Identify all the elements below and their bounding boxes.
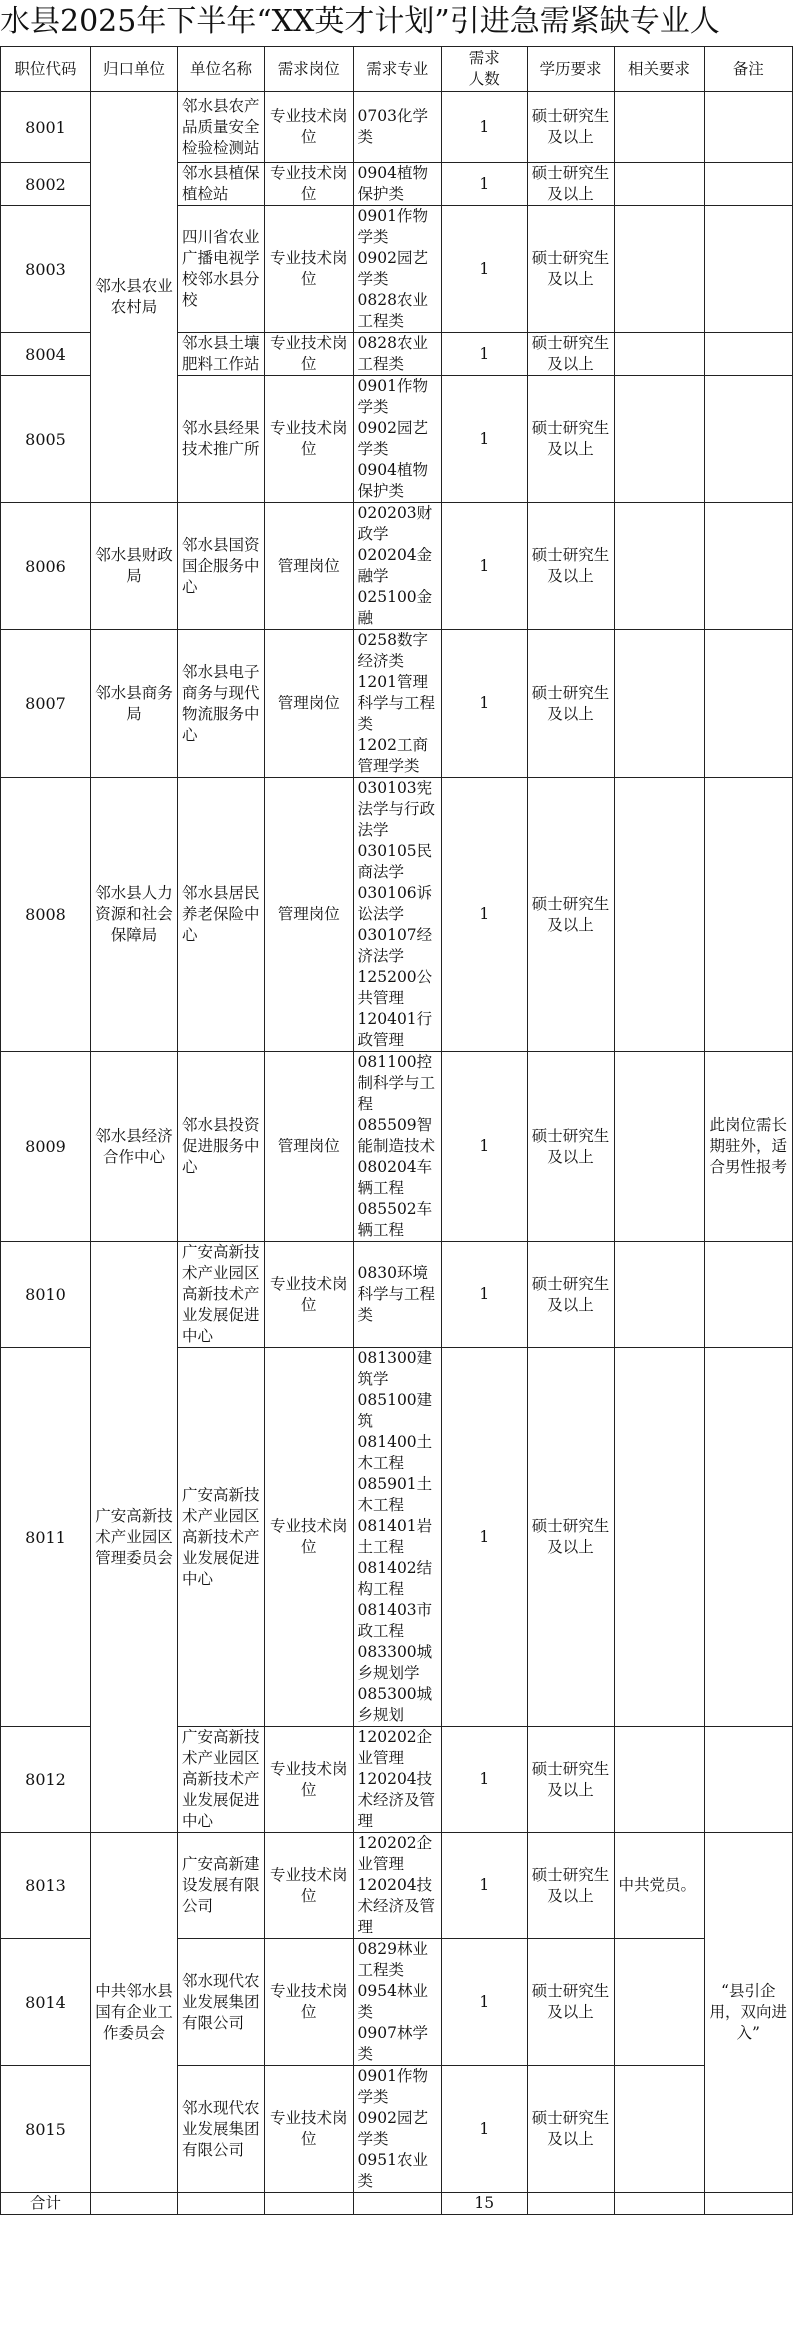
unit-name: 邻水县投资促进服务中心 xyxy=(178,1052,265,1242)
edu-cell: 硕士研究生及以上 xyxy=(527,630,614,778)
remark-cell xyxy=(704,206,793,333)
req-cell xyxy=(614,1348,704,1727)
req-cell xyxy=(614,2066,704,2193)
post-code: 8005 xyxy=(1,376,91,503)
major-cell: 0703化学类 xyxy=(353,92,442,163)
post-type: 管理岗位 xyxy=(265,503,354,630)
count-cell: 1 xyxy=(442,1242,528,1348)
col-header-major: 需求专业 xyxy=(353,47,442,92)
unit-name: 邻水县电子商务与现代物流服务中心 xyxy=(178,630,265,778)
remark-cell xyxy=(704,376,793,503)
req-cell: 中共党员。 xyxy=(614,1833,704,1939)
dept-cell: 邻水县经济合作中心 xyxy=(91,1052,178,1242)
page-title: 水县2025年下半年“XX英才计划”引进急需紧缺专业人 xyxy=(0,4,720,39)
major-cell: 0901作物学类 0902园艺学类 0828农业工程类 xyxy=(353,206,442,333)
remark-cell xyxy=(704,333,793,376)
edu-cell: 硕士研究生及以上 xyxy=(527,206,614,333)
col-header-post: 需求岗位 xyxy=(265,47,354,92)
post-type: 专业技术岗位 xyxy=(265,2066,354,2193)
table-row xyxy=(1,778,793,1052)
edu-cell: 硕士研究生及以上 xyxy=(527,778,614,1052)
post-type: 管理岗位 xyxy=(265,1052,354,1242)
count-cell: 1 xyxy=(442,503,528,630)
dept-cell: 邻水县农业农村局 xyxy=(91,92,178,503)
major-cell: 0830环境科学与工程类 xyxy=(353,1242,442,1348)
post-type: 专业技术岗位 xyxy=(265,92,354,163)
req-cell xyxy=(614,1052,704,1242)
unit-name: 邻水县植保植检站 xyxy=(178,163,265,206)
post-type: 专业技术岗位 xyxy=(265,1242,354,1348)
table-row xyxy=(1,630,793,778)
req-cell xyxy=(614,333,704,376)
col-header-dept: 归口单位 xyxy=(91,47,178,92)
col-header-req: 相关要求 xyxy=(614,47,704,92)
dept-cell: 广安高新技术产业园区管理委员会 xyxy=(91,1242,178,1833)
req-cell xyxy=(614,1939,704,2066)
post-type: 专业技术岗位 xyxy=(265,206,354,333)
major-cell: 120202企业管理 120204技术经济及管理 xyxy=(353,1727,442,1833)
total-label: 合计 xyxy=(1,2193,91,2215)
remark-cell: 此岗位需长期驻外，适合男性报考 xyxy=(704,1052,793,1242)
count-cell: 1 xyxy=(442,1727,528,1833)
post-type: 专业技术岗位 xyxy=(265,376,354,503)
post-code: 8013 xyxy=(1,1833,91,1939)
header-row xyxy=(1,47,793,92)
unit-name: 邻水现代农业发展集团有限公司 xyxy=(178,1939,265,2066)
post-code: 8009 xyxy=(1,1052,91,1242)
unit-name: 广安高新建设发展有限公司 xyxy=(178,1833,265,1939)
major-cell: 0828农业工程类 xyxy=(353,333,442,376)
major-cell: 0901作物学类 0902园艺学类 0951农业类 xyxy=(353,2066,442,2193)
unit-name: 邻水现代农业发展集团有限公司 xyxy=(178,2066,265,2193)
post-code: 8004 xyxy=(1,333,91,376)
req-cell xyxy=(614,376,704,503)
major-cell: 0901作物学类 0902园艺学类 0904植物保护类 xyxy=(353,376,442,503)
edu-cell: 硕士研究生及以上 xyxy=(527,92,614,163)
table-row xyxy=(1,1833,793,1939)
count-cell: 1 xyxy=(442,333,528,376)
unit-name: 四川省农业广播电视学校邻水县分校 xyxy=(178,206,265,333)
edu-cell: 硕士研究生及以上 xyxy=(527,376,614,503)
count-cell: 1 xyxy=(442,630,528,778)
table-row xyxy=(1,503,793,630)
post-code: 8006 xyxy=(1,503,91,630)
remark-cell xyxy=(704,1727,793,1833)
major-cell: 120202企业管理 120204技术经济及管理 xyxy=(353,1833,442,1939)
post-type: 专业技术岗位 xyxy=(265,1939,354,2066)
count-cell: 1 xyxy=(442,1052,528,1242)
major-cell: 0904植物保护类 xyxy=(353,163,442,206)
remark-cell xyxy=(704,1242,793,1348)
count-cell: 1 xyxy=(442,1939,528,2066)
count-cell: 1 xyxy=(442,778,528,1052)
dept-cell: 邻水县商务局 xyxy=(91,630,178,778)
edu-cell: 硕士研究生及以上 xyxy=(527,1833,614,1939)
post-code: 8003 xyxy=(1,206,91,333)
col-header-code: 职位代码 xyxy=(1,47,91,92)
count-cell: 1 xyxy=(442,2066,528,2193)
req-cell xyxy=(614,206,704,333)
dept-cell: 中共邻水县国有企业工作委员会 xyxy=(91,1833,178,2193)
post-code: 8010 xyxy=(1,1242,91,1348)
post-code: 8012 xyxy=(1,1727,91,1833)
count-cell: 1 xyxy=(442,206,528,333)
count-cell: 1 xyxy=(442,92,528,163)
edu-cell: 硕士研究生及以上 xyxy=(527,1052,614,1242)
edu-cell: 硕士研究生及以上 xyxy=(527,1727,614,1833)
edu-cell: 硕士研究生及以上 xyxy=(527,163,614,206)
col-header-unit: 单位名称 xyxy=(178,47,265,92)
col-header-count: 需求 人数 xyxy=(442,47,528,92)
remark-cell xyxy=(704,1348,793,1727)
edu-cell: 硕士研究生及以上 xyxy=(527,2066,614,2193)
post-code: 8008 xyxy=(1,778,91,1052)
edu-cell: 硕士研究生及以上 xyxy=(527,1939,614,2066)
post-code: 8001 xyxy=(1,92,91,163)
edu-cell: 硕士研究生及以上 xyxy=(527,1242,614,1348)
post-code: 8007 xyxy=(1,630,91,778)
remark-cell xyxy=(704,778,793,1052)
major-cell: 020203财政学 020204金融学 025100金融 xyxy=(353,503,442,630)
post-code: 8002 xyxy=(1,163,91,206)
total-count: 15 xyxy=(442,2193,528,2215)
edu-cell: 硕士研究生及以上 xyxy=(527,1348,614,1727)
edu-cell: 硕士研究生及以上 xyxy=(527,333,614,376)
req-cell xyxy=(614,778,704,1052)
remark-cell xyxy=(704,630,793,778)
post-code: 8011 xyxy=(1,1348,91,1727)
post-type: 专业技术岗位 xyxy=(265,1348,354,1727)
remark-cell: “县引企用，双向进入” xyxy=(704,1833,793,2193)
count-cell: 1 xyxy=(442,1833,528,1939)
req-cell xyxy=(614,163,704,206)
post-type: 专业技术岗位 xyxy=(265,163,354,206)
post-type: 专业技术岗位 xyxy=(265,1727,354,1833)
req-cell xyxy=(614,92,704,163)
col-header-remark: 备注 xyxy=(704,47,793,92)
remark-cell xyxy=(704,92,793,163)
unit-name: 广安高新技术产业园区高新技术产业发展促进中心 xyxy=(178,1727,265,1833)
table-row xyxy=(1,1052,793,1242)
post-type: 专业技术岗位 xyxy=(265,1833,354,1939)
major-cell: 030103宪法学与行政法学 030105民商法学 030106诉讼法学 030107经济法学 125200公共管理 120401行政管理 xyxy=(353,778,442,1052)
col-header-edu: 学历要求 xyxy=(527,47,614,92)
unit-name: 邻水县经果技术推广所 xyxy=(178,376,265,503)
dept-cell: 邻水县财政局 xyxy=(91,503,178,630)
major-cell: 0829林业工程类 0954林业类 0907林学类 xyxy=(353,1939,442,2066)
unit-name: 邻水县国资国企服务中心 xyxy=(178,503,265,630)
unit-name: 邻水县农产品质量安全检验检测站 xyxy=(178,92,265,163)
req-cell xyxy=(614,1242,704,1348)
major-cell: 081100控制科学与工程 085509智能制造技术 080204车辆工程 085502车辆工程 xyxy=(353,1052,442,1242)
count-cell: 1 xyxy=(442,376,528,503)
count-cell: 1 xyxy=(442,1348,528,1727)
post-type: 专业技术岗位 xyxy=(265,333,354,376)
total-row xyxy=(1,2193,793,2215)
recruitment-table xyxy=(0,46,793,2215)
req-cell xyxy=(614,503,704,630)
post-code: 8014 xyxy=(1,1939,91,2066)
count-cell: 1 xyxy=(442,163,528,206)
post-type: 管理岗位 xyxy=(265,778,354,1052)
table-row xyxy=(1,92,793,163)
post-type: 管理岗位 xyxy=(265,630,354,778)
table-row xyxy=(1,1242,793,1348)
remark-cell xyxy=(704,503,793,630)
edu-cell: 硕士研究生及以上 xyxy=(527,503,614,630)
req-cell xyxy=(614,1727,704,1833)
remark-cell xyxy=(704,163,793,206)
major-cell: 0258数字经济类 1201管理科学与工程类 1202工商管理学类 xyxy=(353,630,442,778)
unit-name: 广安高新技术产业园区高新技术产业发展促进中心 xyxy=(178,1242,265,1348)
post-code: 8015 xyxy=(1,2066,91,2193)
dept-cell: 邻水县人力资源和社会保障局 xyxy=(91,778,178,1052)
major-cell: 081300建筑学 085100建筑 081400土木工程 085901土木工程 081401岩土工程 081402结构工程 081403市政工程 083300城乡规划学 085300城乡规划 xyxy=(353,1348,442,1727)
unit-name: 邻水县居民养老保险中心 xyxy=(178,778,265,1052)
unit-name: 广安高新技术产业园区高新技术产业发展促进中心 xyxy=(178,1348,265,1727)
unit-name: 邻水县土壤肥料工作站 xyxy=(178,333,265,376)
req-cell xyxy=(614,630,704,778)
